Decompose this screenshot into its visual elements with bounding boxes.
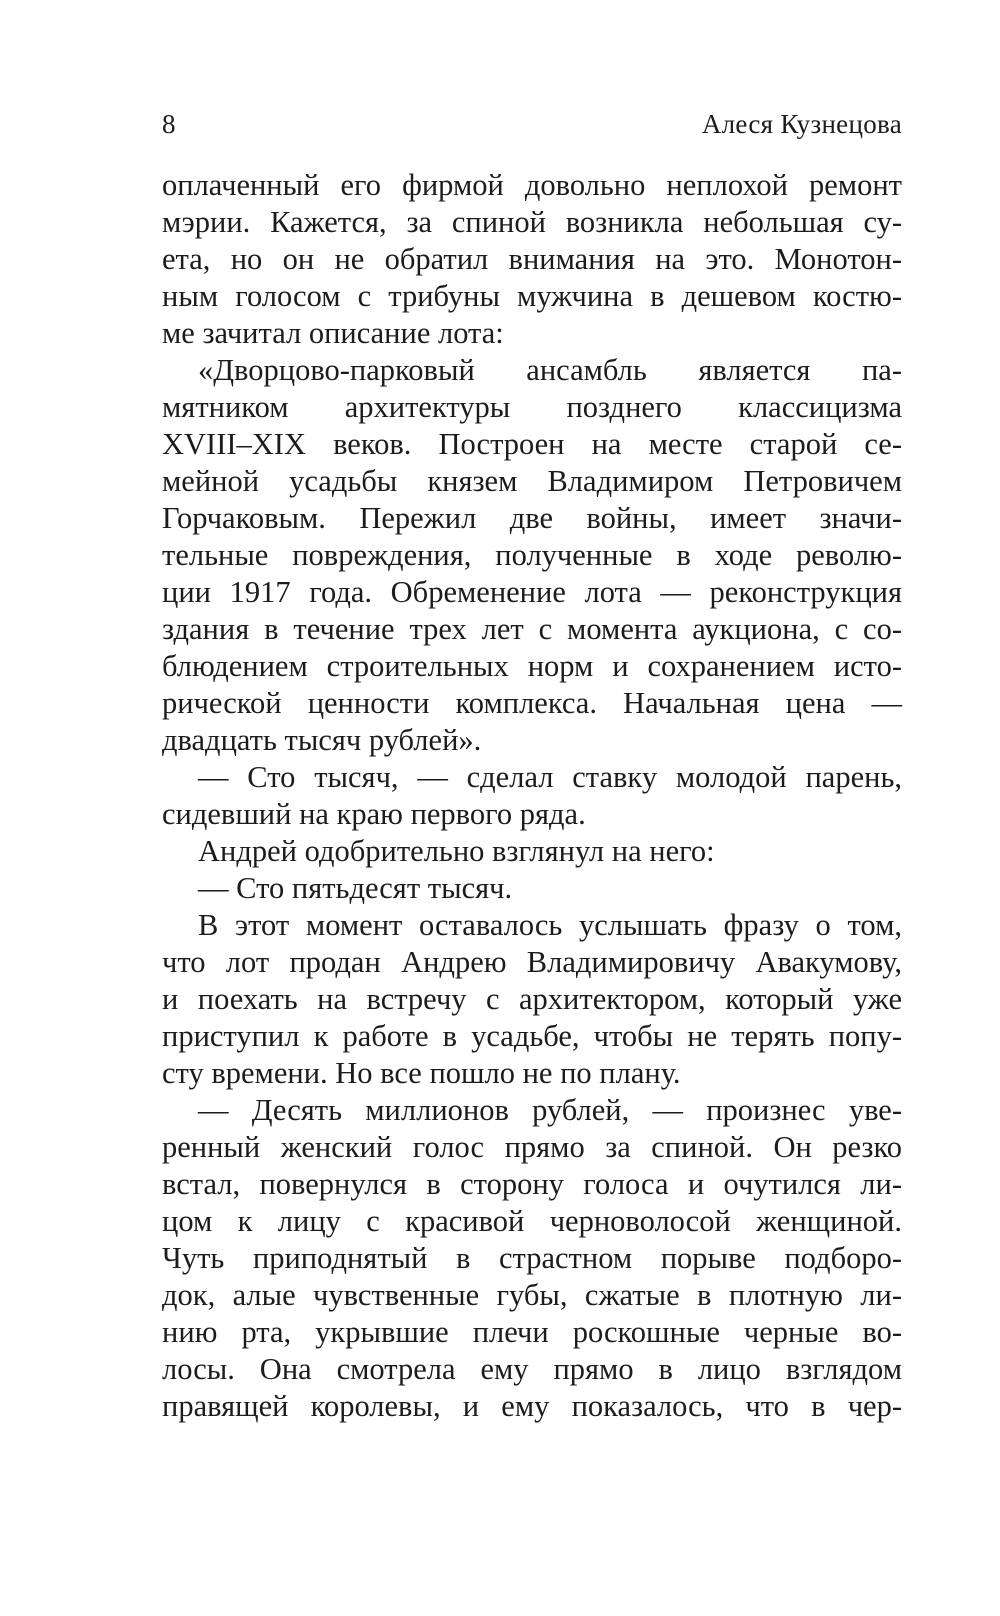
text-line: рической ценности комплекса. Начальная цена —: [162, 686, 902, 720]
text-line: — Десять миллионов рублей, — произнес уве-: [198, 1093, 902, 1127]
text-line: приступил к работе в усадьбе, чтобы не терять попу-: [162, 1019, 902, 1053]
text-line: XVIII–XIX веков. Построен на месте старой се-: [162, 427, 902, 461]
text-line: нию рта, укрывшие плечи роскошные черные во-: [162, 1315, 902, 1349]
text-line: ета, но он не обратил внимания на это. Монотон-: [162, 242, 902, 276]
text-line: мятником архитектуры позднего классицизма: [162, 390, 902, 424]
text-line: ции 1917 года. Обременение лота — реконструкция: [162, 575, 902, 609]
text-line: Горчаковым. Пережил две войны, имеет значи-: [162, 501, 902, 535]
text-line: сту времени. Но все пошло не по плану.: [162, 1056, 681, 1090]
page-number: 8: [162, 109, 176, 139]
text-line: мейной усадьбы князем Владимиром Петровичем: [162, 464, 902, 498]
text-line: — Сто тысяч, — сделал ставку молодой парень,: [198, 760, 902, 794]
text-line: и поехать на встречу с архитектором, который уже: [162, 982, 902, 1016]
text-line: — Сто пятьдесят тысяч.: [198, 871, 513, 905]
running-header: [162, 104, 902, 144]
text-line: двадцать тысяч рублей».: [162, 723, 482, 757]
text-line: ме зачитал описание лота:: [162, 316, 504, 350]
text-line: здания в течение трех лет с момента аукциона, с со-: [162, 612, 902, 646]
text-line: Андрей одобрительно взглянул на него:: [198, 834, 715, 868]
text-line: ренный женский голос прямо за спиной. Он резко: [162, 1130, 902, 1164]
running-title: Алеся Кузнецова: [701, 109, 902, 139]
text-line: мэрии. Кажется, за спиной возникла небольшая су-: [162, 205, 902, 239]
text-line: док, алые чувственные губы, сжатые в плотную ли-: [162, 1278, 902, 1312]
text-line: лосы. Она смотрела ему прямо в лицо взглядом: [162, 1352, 902, 1386]
text-line: Чуть приподнятый в страстном порыве подборо-: [162, 1241, 902, 1275]
text-line: правящей королевы, и ему показалось, что в чер-: [162, 1389, 902, 1423]
text-line: «Дворцово-парковый ансамбль является па-: [198, 353, 902, 387]
text-line: блюдением строительных норм и сохранением исто-: [162, 649, 902, 683]
text-line: цом к лицу с красивой черноволосой женщиной.: [162, 1204, 902, 1238]
text-line: оплаченный его фирмой довольно неплохой ремонт: [162, 168, 902, 202]
body-text: [162, 167, 902, 1425]
text-line: тельные повреждения, полученные в ходе револю-: [162, 538, 902, 572]
text-line: встал, повернулся в сторону голоса и очутился ли-: [162, 1167, 902, 1201]
text-line: ным голосом с трибуны мужчина в дешевом костю-: [162, 279, 902, 313]
text-line: В этот момент оставалось услышать фразу о том,: [198, 908, 902, 942]
text-line: что лот продан Андрею Владимировичу Авакумову,: [162, 945, 902, 979]
text-line: сидевший на краю первого ряда.: [162, 797, 586, 831]
